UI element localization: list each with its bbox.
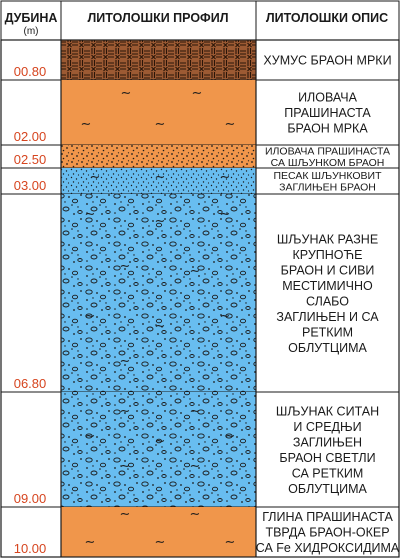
profile-fill-fine-gravel [61, 392, 256, 507]
description-line: СЛАБО [306, 294, 349, 309]
wave-symbol: ∼ [154, 170, 166, 185]
wave-symbol: ∼ [154, 214, 166, 229]
profile-fill-dusty-clay [61, 80, 256, 145]
table-header [1, 1, 399, 40]
wave-symbol: ∼ [224, 429, 236, 444]
wave-symbol: ∼ [119, 459, 131, 474]
description-line: ОБЛУТЦИМА [288, 481, 367, 496]
description-line: ОБЛУТЦИМА [288, 340, 367, 355]
depth-unit-label: (m) [23, 26, 39, 37]
depth-label: 03.00 [13, 178, 47, 193]
depth-column-title: ДУБИНА [4, 11, 58, 25]
description-line: ПЕСАК ШЉУНКОВИТ [273, 169, 382, 182]
wave-symbol: ∼ [189, 507, 201, 522]
description-line: ШЉУНАК СИТАН [275, 404, 380, 419]
description-line: СА ШЉУНКОМ БРАОН [270, 156, 385, 169]
wave-symbol: ∼ [189, 264, 201, 279]
description-line: ТВРДА БРАОН-ОКЕР [265, 525, 390, 540]
description-line: ИЛОВАЧА [298, 90, 357, 105]
description-line: ЗАГЛИЊЕН [292, 435, 363, 450]
profile-fill-humus [61, 40, 256, 80]
wave-symbol: ∼ [154, 434, 166, 449]
wave-symbol: ∼ [189, 404, 201, 419]
depth-label: 00.80 [13, 64, 47, 79]
description-line: СА Fe ХИДРОКСИДИМА [255, 541, 400, 555]
profile-fill-dusty-clay-gravel [61, 145, 256, 168]
wave-symbol: ∼ [224, 535, 236, 550]
profile-column-title: ЛИТОЛОШКИ ПРОФИЛ [87, 11, 229, 25]
description-line: СА РЕТКИМ [291, 466, 364, 481]
wave-symbol: ∼ [119, 404, 131, 419]
wave-symbol: ∼ [89, 170, 101, 185]
description-line: БРАОН СВЕТЛИ [279, 450, 376, 465]
wave-symbol: ∼ [119, 354, 131, 369]
wave-symbol: ∼ [120, 86, 132, 101]
wave-symbol: ∼ [154, 319, 166, 334]
description-line: РЕТКИМ [302, 325, 353, 340]
depth-label: 10.00 [13, 541, 47, 556]
wave-symbol: ∼ [219, 170, 231, 185]
depth-label: 02.50 [13, 152, 47, 167]
description-line: КРУПНОЋЕ [292, 247, 363, 262]
description-line: ЗАГЛИЊЕН И СА [276, 309, 379, 324]
wave-symbol: ∼ [84, 309, 96, 324]
description-line: БРАОН И СИВИ [280, 263, 375, 278]
description-line: И СРЕДЊИ [293, 419, 362, 434]
wave-symbol: ∼ [80, 117, 92, 132]
wave-symbol: ∼ [84, 535, 96, 550]
description-line: МЕСТИМИЧНО [282, 278, 373, 293]
description-line: ШЉУНАК РАЗНЕ [276, 232, 379, 247]
wave-symbol: ∼ [119, 259, 131, 274]
wave-symbol: ∼ [84, 207, 96, 222]
description-line: ПРАШИНАСТА [284, 106, 371, 120]
wave-symbol: ∼ [84, 429, 96, 444]
wave-symbol: ∼ [219, 207, 231, 222]
description-line: ЗАГЛИЊЕН БРАОН [279, 181, 376, 194]
wave-symbol: ∼ [224, 117, 236, 132]
description-line: ИЛОВАЧА ПРАШИНАСТА [264, 145, 391, 158]
description-line: ХУМУС БРАОН МРКИ [263, 53, 392, 68]
wave-symbol: ∼ [189, 459, 201, 474]
wave-symbol: ∼ [219, 309, 231, 324]
depth-label: 02.00 [13, 129, 47, 144]
wave-symbol: ∼ [191, 86, 203, 101]
description-line: БРАОН МРКА [287, 121, 368, 136]
depth-label: 06.80 [13, 376, 47, 391]
depth-label: 09.00 [13, 491, 47, 506]
wave-symbol: ∼ [154, 535, 166, 550]
wave-symbol: ∼ [119, 507, 131, 522]
wave-symbol: ∼ [154, 117, 166, 132]
description-column-title: ЛИТОЛОШКИ ОПИС [265, 11, 389, 25]
description-line: ГЛИНА ПРАШИНАСТА [262, 510, 393, 524]
